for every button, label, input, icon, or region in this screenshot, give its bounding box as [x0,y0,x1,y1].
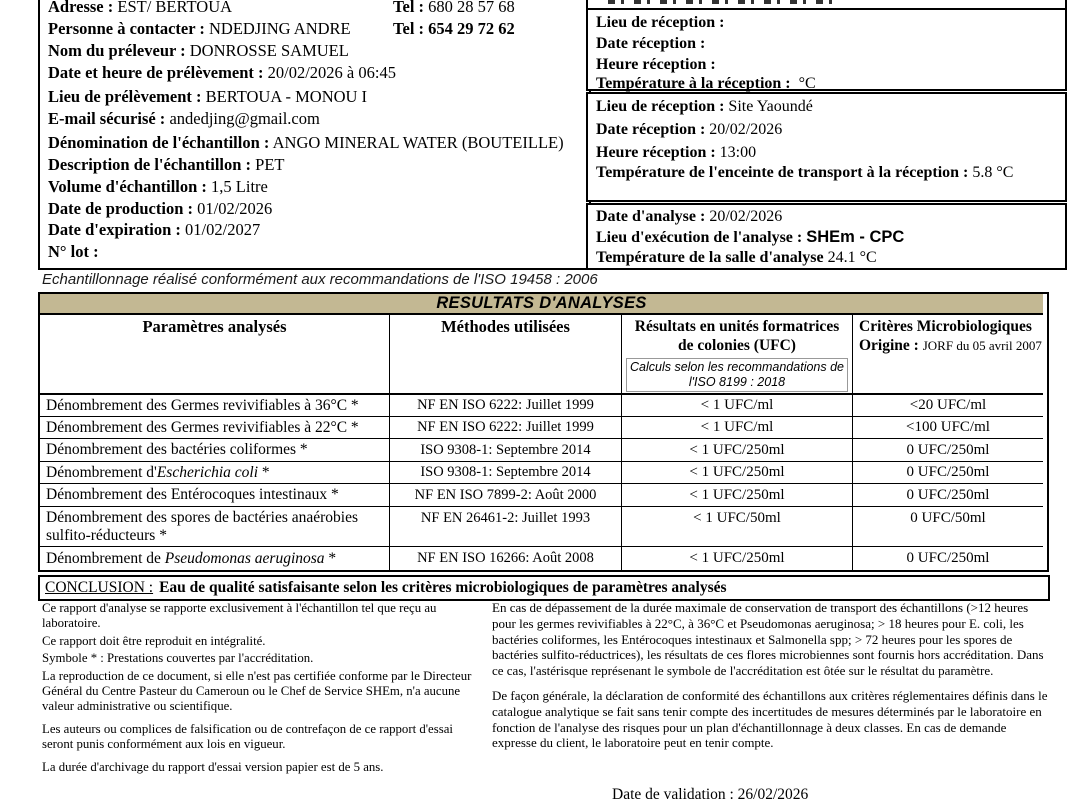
table-row-result: < 1 UFC/ml [622,395,853,417]
field-tel-2: Tel : 654 29 72 62 [393,19,515,38]
field-lieu-execution: Lieu d'exécution de l'analyse : SHEm - CPC [596,228,905,246]
iso-sampling-note: Echantillonnage réalisé conformément aux recommandations de l'ISO 19458 : 2006 [42,271,598,288]
field-num-lot: N° lot : [48,242,99,261]
note-reproduction: Ce rapport doit être reproduit en intégralité. [42,633,266,648]
conclusion-text: Eau de qualité satisfaisante selon les critères microbiologiques de paramètres analysés [159,579,727,596]
note-symbole: Symbole * : Prestations couvertes par l'accréditation. [42,651,314,666]
field-date-prelevement: Date et heure de prélèvement : 20/02/2026 à 06:45 [48,63,396,82]
sample-info-panel [38,0,591,270]
table-row-result: < 1 UFC/ml [622,417,853,439]
field-preleveur: Nom du préleveur : DONROSSE SAMUEL [48,41,349,60]
table-row-criteria: 0 UFC/250ml [906,550,990,566]
footer-notes-left [42,601,485,777]
field-adresse: Adresse : EST/ BERTOUA Tel : 680 28 57 68 [48,0,585,17]
header-methodes: Méthodes utilisées [390,315,622,395]
table-row-criteria: <20 UFC/ml [853,395,1043,417]
table-row-method: NF EN ISO 7899-2: Août 2000 [390,484,622,507]
table-row-param: Dénombrement des Germes revivifiables à 22°C * [40,417,390,439]
note-falsification: Les auteurs ou complices de falsification ou de contrefaçon de ce rapport d'essai seront punis conformément aux lois en vigueur. [42,721,453,752]
table-row-param: Dénombrement des Entérocoques intestinaux * [40,484,390,507]
footer-notes-right [492,600,1052,751]
header-resultats: Résultats en unités formatrices de colonies (UFC) Calculs selon les recommandations de l'ISO 8199 : 2018 [622,315,853,395]
table-row-criteria: 0 UFC/250ml [853,462,1043,484]
table-row-param: Dénombrement des Germes revivifiables à 36°C * [40,395,390,417]
field-lieu-reception: Lieu de réception : Site Yaoundé [596,98,813,115]
table-row-result: < 1 UFC/50ml [622,507,853,547]
reception-box-empty [586,8,1067,91]
table-row-criteria: <100 UFC/ml [853,417,1043,439]
table-row-method: ISO 9308-1: Septembre 2014 [390,439,622,462]
field-date-production: Date de production : 01/02/2026 [48,199,273,218]
table-row-method: NF EN ISO 16266: Août 2008 [390,547,622,570]
header-resultats-calc-note: Calculs selon les recommandations de l'ISO 8199 : 2018 [626,358,848,392]
field-heure-reception: Heure réception : 13:00 [596,144,757,161]
field-heure-reception-vide: Heure réception : [596,56,716,73]
field-date-analyse: Date d'analyse : 20/02/2026 [596,208,783,225]
reception-box-yaounde [586,92,1067,202]
note-scope: Ce rapport d'analyse se rapporte exclusivement à l'échantillon tel que reçu au laboratoire. [42,601,437,631]
validation-date: Date de validation : 26/02/2026 [612,786,809,803]
table-row-criteria: 0 UFC/50ml [853,507,1043,547]
table-row-criteria: 0 UFC/250ml [853,439,1043,462]
field-lieu-reception-vide: Lieu de réception : [596,14,725,31]
note-conservation: En cas de dépassement de la durée maximale de conservation de transport des échantillons (>12 heures pour les germes revivifiables à 22°C, à 36°C et Pseudomonas aeruginosa; > 18 heures pour E. coli, les bactéries coliformes, les Entérocoques intestinaux et Salmonella spp; > 72 heures pour les spores de bactéries sulfito-réductrices), les résultats de ces flores microbiennes sont fournis hors accréditation. Dans ce cas, l'astérisque représenant le symbole de l'accréditation est ôtée sur le résultat du paramètre. [492,600,1044,679]
field-date-expiration: Date d'expiration : 01/02/2027 [48,220,261,239]
conclusion-box [38,575,1050,601]
table-row-result: < 1 UFC/250ml [622,547,853,570]
header-parametres: Paramètres analysés [40,315,390,395]
table-row-method: ISO 9308-1: Septembre 2014 [390,462,622,484]
field-lieu-prelevement: Lieu de prélèvement : BERTOUA - MONOU I [48,87,368,106]
conclusion-label: CONCLUSION : [45,579,154,596]
table-row-method: NF EN 26461-2: Juillet 1993 [390,507,622,547]
table-row-result: < 1 UFC/250ml [622,484,853,507]
results-band-title: RESULTATS D'ANALYSES [40,294,1043,315]
results-table [38,292,1049,572]
table-row-param: Dénombrement d'Escherichia coli * [40,462,390,484]
note-archivage: La durée d'archivage du rapport d'essai version papier est de 5 ans. [42,759,384,774]
field-temp-salle: Température de la salle d'analyse 24.1 °C [596,249,877,266]
table-row-result: < 1 UFC/250ml [622,462,853,484]
field-date-reception: Date réception : 20/02/2026 [596,121,783,138]
field-contact: Personne à contacter : NDEDJING ANDRE Tel : 654 29 72 62 [48,19,515,38]
field-temp-transport: Température de l'enceinte de transport à la réception : 5.8 °C [596,164,1014,181]
field-email: E-mail sécurisé : andedjing@gmail.com [48,109,320,128]
field-date-reception-vide: Date réception : [596,35,706,52]
field-volume: Volume d'échantillon : 1,5 Litre [48,177,268,196]
note-certification: La reproduction de ce document, si elle n'est pas certifiée conforme par le Directeur Général du Centre Pasteur du Cameroun ou le Chef de Service SHEm, n'a aucune valeur administrative ou scientifique. [42,668,472,714]
table-row-method: NF EN ISO 6222: Juillet 1999 [390,417,622,439]
table-row-param: Dénombrement des spores de bactéries anaérobies sulfito-réducteurs * [40,507,390,547]
field-tel-1: Tel : 680 28 57 68 [393,0,515,16]
table-row-method: NF EN ISO 6222: Juillet 1999 [390,395,622,417]
table-row-param: Dénombrement des bactéries coliformes * [40,439,390,462]
table-row-param: Dénombrement de Pseudomonas aeruginosa * [40,547,390,570]
table-row-criteria: 0 UFC/250ml [853,484,1043,507]
field-temp-reception-vide: Température à la réception : °C [596,75,816,92]
field-denomination: Dénomination de l'échantillon : ANGO MINERAL WATER (BOUTEILLE) [48,133,564,152]
analysis-box [586,203,1067,270]
note-conformite: De façon générale, la déclaration de conformité des échantillons aux critères réglementaires définis dans le catalogue analytique se fait sans tenir compte des incertitudes de mesures déterminés par le laboratoire en fonction de l'analyse des risques pour un plan d'échantillonnage à deux classes. En cas de demande expresse du client, le laboratoire peut en tenir compte. [492,687,1048,751]
field-description: Description de l'échantillon : PET [48,155,285,174]
table-row-result: < 1 UFC/250ml [622,439,853,462]
header-criteres: Critères Microbiologiques Origine : JORF du 05 avril 2007 [853,315,1043,395]
cut-text-fragment [608,0,838,4]
